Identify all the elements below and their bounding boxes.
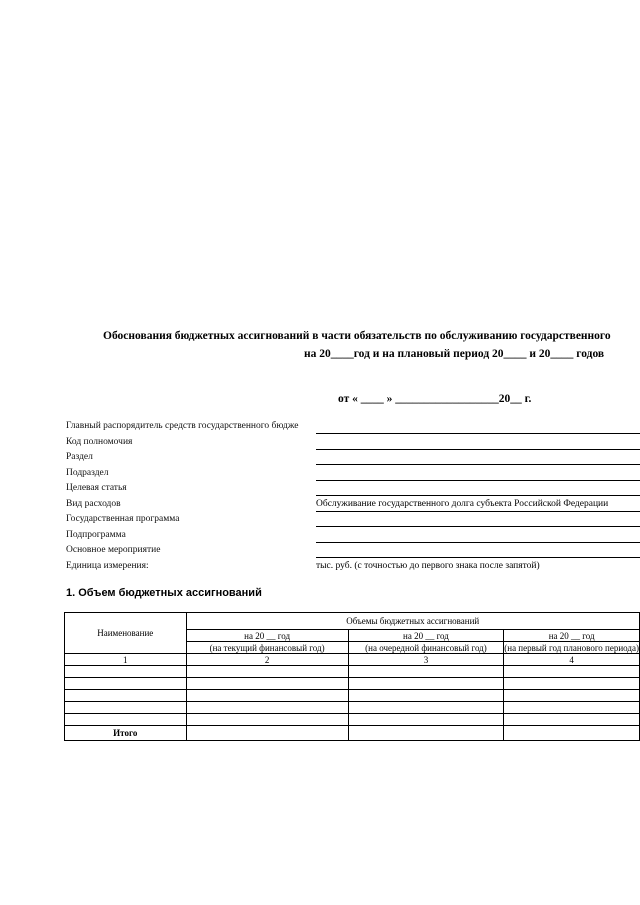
field-row [66, 528, 640, 544]
table-cell [65, 678, 187, 690]
table-cell [504, 714, 640, 726]
document-subtitle: на 20____год и на плановый период 20____ и 20____ годов [304, 348, 605, 360]
header-year-cell [504, 630, 640, 642]
field-value [316, 437, 640, 450]
field-label: Главный распорядитель средств государственного бюдже [66, 421, 299, 431]
table-cell [504, 678, 640, 690]
header-year-label: на 20 __ год [548, 630, 595, 641]
header-year-cell [348, 630, 504, 642]
field-value: Обслуживание государственного долга субъекта Российской Федерации [316, 499, 640, 512]
table-cell [348, 702, 504, 714]
table-cell [504, 702, 640, 714]
table-cell [504, 666, 640, 678]
column-number: 1 [65, 654, 187, 666]
table-cell [348, 714, 504, 726]
table-row [65, 690, 640, 702]
field-value [316, 514, 640, 527]
field-value [316, 530, 640, 543]
table-row [65, 678, 640, 690]
field-row [66, 481, 640, 497]
table-number-row [65, 654, 640, 666]
table-cell [504, 690, 640, 702]
field-label: Целевая статья [66, 483, 127, 493]
total-row [65, 726, 640, 741]
table-row [65, 702, 640, 714]
table-cell [65, 690, 187, 702]
document-date: от « ____ » __________________20__ г. [338, 393, 532, 405]
table-cell [65, 702, 187, 714]
table-cell [186, 690, 348, 702]
total-label: Итого [65, 726, 187, 741]
field-label: Единица измерения: [66, 560, 149, 571]
field-label: Подпрограмма [66, 529, 126, 540]
table-cell [186, 678, 348, 690]
field-value [316, 483, 640, 496]
document-title: Обоснования бюджетных ассигнований в части обязательств по обслуживанию государственного [103, 330, 611, 342]
header-year-label: на 20 __ год [244, 630, 291, 641]
table-cell [65, 666, 187, 678]
section-title: 1. Объем бюджетных ассигнований [66, 587, 262, 599]
table-cell [65, 714, 187, 726]
field-label: Государственная программа [66, 514, 180, 524]
field-label: Подраздел [66, 467, 109, 478]
column-number: 2 [186, 654, 348, 666]
field-row [66, 497, 640, 513]
table-cell [186, 702, 348, 714]
header-period-cell: (на первый год планового периода) [504, 642, 639, 653]
column-number: 3 [348, 654, 504, 666]
field-row [66, 543, 640, 559]
column-number: 4 [504, 654, 640, 666]
field-label: Основное мероприятие [66, 545, 161, 555]
field-label: Вид расходов [66, 498, 121, 509]
field-row [66, 559, 640, 575]
field-value [316, 468, 640, 481]
field-value [316, 545, 640, 558]
table-cell [348, 726, 504, 741]
field-label: Раздел [66, 452, 93, 462]
table-cell [348, 690, 504, 702]
field-row [66, 512, 640, 528]
table-cell [504, 726, 640, 741]
appropriations-table [64, 612, 640, 741]
header-period-cell: (на текущий финансовый год) [186, 642, 348, 654]
field-row [66, 435, 640, 451]
table-row [65, 666, 640, 678]
field-row [66, 419, 640, 435]
header-period-cell: (на очередной финансовый год) [348, 642, 504, 654]
field-value [316, 452, 640, 465]
field-value: тыс. руб. (с точностью до первого знака после запятой) [316, 560, 540, 571]
table-header-row [65, 613, 640, 630]
requisites-block [66, 419, 640, 574]
table-cell [186, 714, 348, 726]
header-year-cell [186, 630, 348, 642]
table-cell [348, 666, 504, 678]
field-value [316, 421, 640, 434]
table-row [65, 714, 640, 726]
header-name-cell: Наименование [65, 613, 187, 654]
table-cell [186, 666, 348, 678]
field-row [66, 450, 640, 466]
table-cell [186, 726, 348, 741]
field-label: Код полномочия [66, 436, 133, 447]
field-row [66, 466, 640, 482]
table-cell [348, 678, 504, 690]
header-group-cell: Объемы бюджетных ассигнований [186, 613, 639, 630]
header-year-label: на 20 __ год [403, 630, 449, 641]
